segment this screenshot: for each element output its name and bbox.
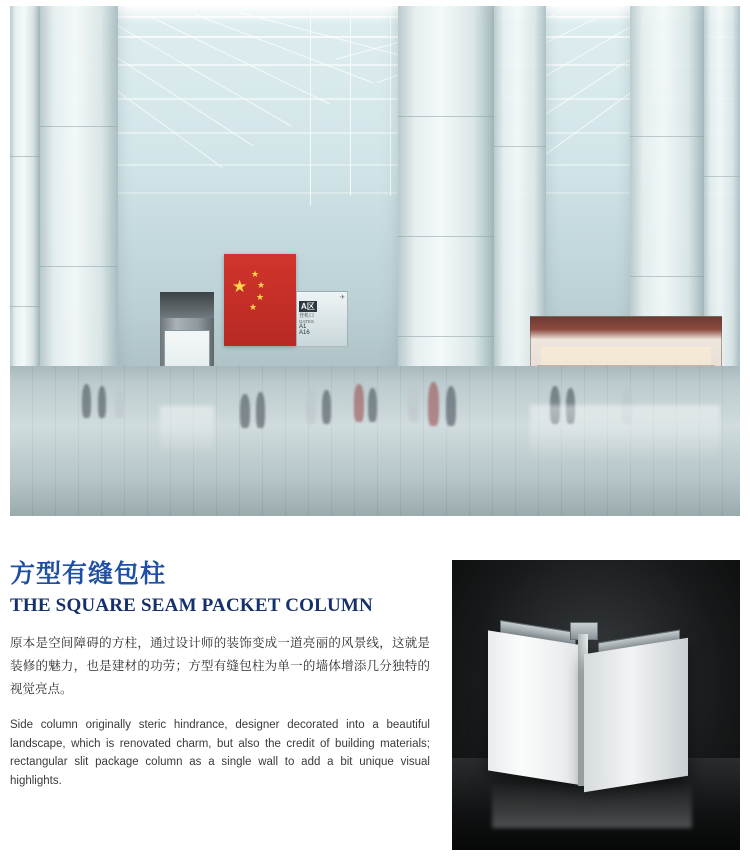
person-figure xyxy=(240,394,250,428)
person-figure xyxy=(408,380,419,422)
title-chinese: 方型有缝包柱 xyxy=(10,559,167,588)
product-photo xyxy=(452,560,740,850)
person-figure xyxy=(354,384,364,422)
floor-reflection xyxy=(530,405,720,461)
zone-sign-sub: 登机口 xyxy=(299,313,315,319)
person-figure xyxy=(322,390,331,424)
body-english: Side column originally steric hindrance, designer decorated into a beautiful landscape, which is renovated charm, but also the credit of building materials; rectangular slit package column as a single wall to add a bit unique visual highlights. xyxy=(10,719,430,787)
floor-reflection xyxy=(160,406,214,456)
body-chinese: 原本是空间障碍的方柱，通过设计师的装饰变成一道亮丽的风景线，这就是装修的魅力，也是建材的功劳；方型有缝包柱为单一的墙体增添几分独特的视觉亮点。 xyxy=(10,634,430,696)
gate-to-label: A16 xyxy=(299,330,310,336)
terminal-column xyxy=(398,6,494,421)
person-figure xyxy=(82,384,91,418)
terminal-column xyxy=(40,6,118,426)
lower-section xyxy=(0,530,750,863)
person-figure xyxy=(306,388,316,424)
title-english: THE SQUARE SEAM PACKET COLUMN xyxy=(10,594,373,616)
product-reflection xyxy=(492,782,692,828)
zone-sign-main: A区 xyxy=(301,302,315,311)
gate-from-label: A1 xyxy=(299,324,307,330)
person-figure xyxy=(428,382,439,426)
flag-banner: ★ ★ ★ ★ ★ xyxy=(224,254,296,346)
airport-terminal-photo xyxy=(10,6,740,516)
column-panel-right xyxy=(584,638,688,792)
person-figure xyxy=(446,386,456,426)
column-panel-left xyxy=(488,630,584,785)
description-column xyxy=(10,560,430,791)
person-figure xyxy=(256,392,265,428)
zone-sign-en: GATES xyxy=(299,319,314,324)
person-figure xyxy=(98,386,106,418)
person-figure xyxy=(368,388,377,422)
terminal-scene xyxy=(10,6,740,516)
gate-direction-sign: ✈ A区 登机口 GATES A1 A16 xyxy=(296,291,348,347)
person-figure xyxy=(115,388,124,418)
